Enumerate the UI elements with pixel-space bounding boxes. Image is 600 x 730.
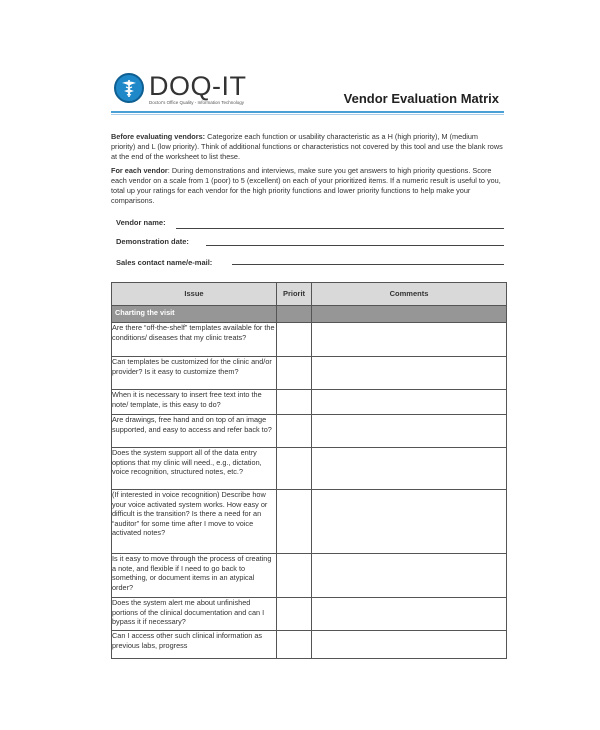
priority-cell[interactable] <box>277 448 312 490</box>
issue-cell: (If interested in voice recognition) Describe how your voice activated system works. How easy or difficult is the transition? Is there a need for an “auditor” for some time after I move to voice activated notes? <box>112 490 277 554</box>
header-priority: Priorit <box>277 283 312 306</box>
doqit-logo <box>114 72 274 108</box>
logo-tagline: Doctor's Office Quality - Information Technology <box>149 100 244 105</box>
table-row <box>112 357 507 390</box>
comments-cell[interactable] <box>312 554 507 598</box>
priority-cell[interactable] <box>277 598 312 631</box>
before-label: Before evaluating vendors: <box>111 132 206 141</box>
table-row <box>112 323 507 357</box>
comments-cell[interactable] <box>312 357 507 390</box>
table-header-row <box>112 283 507 306</box>
priority-cell[interactable] <box>277 415 312 448</box>
issue-cell: Does the system alert me about unfinished portions of the clinical documentation and can I bypass it if necessary? <box>112 598 277 631</box>
section-comments-cell <box>312 306 507 323</box>
section-row <box>112 306 507 323</box>
table-row <box>112 598 507 631</box>
priority-cell[interactable] <box>277 357 312 390</box>
sales-contact-line[interactable] <box>232 264 504 265</box>
priority-cell[interactable] <box>277 323 312 357</box>
comments-cell[interactable] <box>312 390 507 415</box>
comments-cell[interactable] <box>312 448 507 490</box>
issue-cell: Can I access other such clinical information as previous labs, progress <box>112 631 277 659</box>
caduceus-icon <box>114 73 144 103</box>
table-row <box>112 554 507 598</box>
each-text: : During demonstrations and interviews, make sure you get answers to high priority questions. Score each vendor on a scale from 1 (poor) to 5 (excellent) on each of your prioritized items. If a numeric result is useful to you, total up your ratings for each vendor for the high priority functions and lower priority functions to help make your comparisons. <box>111 166 501 205</box>
section-priority-cell <box>277 306 312 323</box>
section-label: Charting the visit <box>112 306 277 323</box>
issue-cell: Does the system support all of the data entry options that my clinic will need., e.g., dictation, voice recognition, structured notes, etc.? <box>112 448 277 490</box>
header-comments: Comments <box>312 283 507 306</box>
before-text: Categorize each function or usability characteristic as a H (high priority), M (medium priority) and L (low priority). Think of additional functions or characteristics not covered by this tool and use the blank rows at the end of the worksheet to list these. <box>111 132 503 161</box>
issue-cell: Can templates be customized for the clinic and/or provider? Is it easy to customize them? <box>112 357 277 390</box>
logo-text: DOQ-IT <box>149 71 247 101</box>
priority-cell[interactable] <box>277 490 312 554</box>
comments-cell[interactable] <box>312 631 507 659</box>
table-row <box>112 490 507 554</box>
table-row <box>112 631 507 659</box>
header-divider <box>111 111 504 113</box>
page-title: Vendor Evaluation Matrix <box>343 91 499 106</box>
vendor-matrix-table <box>111 282 507 659</box>
comments-cell[interactable] <box>312 415 507 448</box>
demo-date-label: Demonstration date: <box>116 237 189 246</box>
issue-cell: Are drawings, free hand and on top of an image supported, and easy to access and refer back to? <box>112 415 277 448</box>
sales-contact-label: Sales contact name/e-mail: <box>116 258 213 267</box>
header-divider-thin <box>111 114 504 115</box>
comments-cell[interactable] <box>312 490 507 554</box>
priority-cell[interactable] <box>277 390 312 415</box>
table-row <box>112 390 507 415</box>
table-row <box>112 448 507 490</box>
vendor-name-label: Vendor name: <box>116 218 166 227</box>
comments-cell[interactable] <box>312 323 507 357</box>
intro-each-paragraph <box>111 166 504 206</box>
vendor-name-line[interactable] <box>176 228 504 229</box>
issue-cell: When it is necessary to insert free text into the note/ template, is this easy to do? <box>112 390 277 415</box>
issue-cell: Is it easy to move through the process of creating a note, and flexible if I need to go back to something, or document items in an atypical order? <box>112 554 277 598</box>
priority-cell[interactable] <box>277 554 312 598</box>
demo-date-line[interactable] <box>206 245 504 246</box>
table-row <box>112 415 507 448</box>
priority-cell[interactable] <box>277 631 312 659</box>
intro-before-paragraph <box>111 132 504 162</box>
each-label: For each vendor <box>111 166 168 175</box>
issue-cell: Are there “off-the-shelf” templates available for the conditions/ diseases that my clinic treats? <box>112 323 277 357</box>
comments-cell[interactable] <box>312 598 507 631</box>
header-issue: Issue <box>112 283 277 306</box>
